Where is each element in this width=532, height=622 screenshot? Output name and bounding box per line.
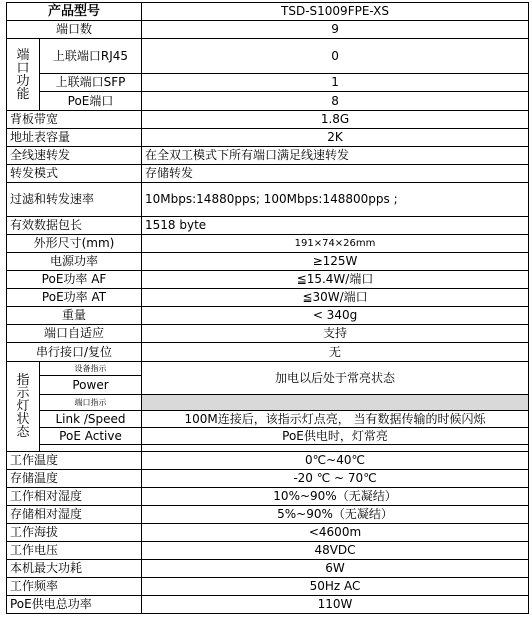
- poe-total-power-value: 110W: [142, 596, 529, 614]
- spec-row-uplink-rj45: [7, 39, 529, 74]
- spec-row-uplink-sfp: [7, 74, 529, 92]
- filter-rate-label: 过滤和转发速率: [7, 183, 142, 217]
- voltage-label: 工作电压: [7, 542, 142, 560]
- spec-row-poe-ports: [7, 92, 529, 111]
- spec-row-auto-negotiation: [7, 325, 529, 343]
- poe-at-label: PoE功率 AT: [7, 289, 142, 307]
- port-count-value: 9: [142, 21, 529, 39]
- spec-row-wire-speed: [7, 147, 529, 165]
- spec-row-filter-rate: [7, 183, 529, 217]
- frequency-label: 工作频率: [7, 578, 142, 596]
- weight-label: 重量: [7, 307, 142, 325]
- poe-at-value: ≦30W/端口: [142, 289, 529, 307]
- link-speed-indicator-label: Link /Speed: [40, 411, 142, 428]
- backplane-value: 1.8G: [142, 111, 529, 129]
- spec-row-poe-active-indicator: [7, 428, 529, 445]
- indicator-spacer-left: [40, 445, 142, 452]
- poe-af-value: ≦15.4W/端口: [142, 271, 529, 289]
- spec-row-frequency: [7, 578, 529, 596]
- device-indicator-section-label: 设备指示: [40, 362, 142, 376]
- spec-row-port-indicator-section: [7, 395, 529, 411]
- operating-humidity-label: 工作相对湿度: [7, 488, 142, 506]
- wire-speed-value: 在全双工模式下所有端口满足线速转发: [142, 147, 529, 165]
- spec-row-altitude: [7, 524, 529, 542]
- spec-row-operating-temp: [7, 452, 529, 470]
- spec-row-storage-humidity: [7, 506, 529, 524]
- storage-temp-label: 存储温度: [7, 470, 142, 488]
- wire-speed-label: 全线速转发: [7, 147, 142, 165]
- voltage-value: 48VDC: [142, 542, 529, 560]
- operating-temp-value: 0℃~40℃: [142, 452, 529, 470]
- poe-total-power-label: PoE供电总功率: [7, 596, 142, 614]
- serial-reset-label: 串行接口/复位: [7, 343, 142, 362]
- uplink-rj45-label: 上联端口RJ45: [40, 39, 142, 74]
- model-value: TSD-S1009FPE-XS: [142, 3, 529, 21]
- auto-negotiation-label: 端口自适应: [7, 325, 142, 343]
- frequency-value: 50Hz AC: [142, 578, 529, 596]
- serial-reset-value: 无: [142, 343, 529, 362]
- spec-row-voltage: [7, 542, 529, 560]
- poe-ports-label: PoE端口: [40, 92, 142, 111]
- auto-negotiation-value: 支持: [142, 325, 529, 343]
- forward-mode-label: 转发模式: [7, 165, 142, 183]
- uplink-sfp-label: 上联端口SFP: [40, 74, 142, 92]
- altitude-value: <4600m: [142, 524, 529, 542]
- packet-length-label: 有效数据包长: [7, 217, 142, 235]
- operating-humidity-value: 10%~90%（无凝结）: [142, 488, 529, 506]
- indicator-group-label: 指 示 灯 状 态: [7, 362, 40, 452]
- port-count-label: 端口数: [7, 21, 142, 39]
- spec-row-model: [7, 3, 529, 21]
- spec-row-poe-at: [7, 289, 529, 307]
- port-function-group-label: 端 口 功 能: [7, 39, 40, 111]
- weight-value: < 340g: [142, 307, 529, 325]
- spec-row-indicator-spacer: [7, 445, 529, 452]
- altitude-label: 工作海拔: [7, 524, 142, 542]
- poe-active-indicator-label: PoE Active: [40, 428, 142, 445]
- mac-table-value: 2K: [142, 129, 529, 147]
- max-power-value: 6W: [142, 560, 529, 578]
- model-label: 产品型号: [7, 3, 142, 21]
- dimensions-value: 191×74×26mm: [142, 235, 529, 253]
- spec-row-poe-af: [7, 271, 529, 289]
- spec-table: [6, 2, 529, 614]
- uplink-sfp-value: 1: [142, 74, 529, 92]
- spec-row-mac-table: [7, 129, 529, 147]
- spec-row-weight: [7, 307, 529, 325]
- spec-row-poe-total-power: [7, 596, 529, 614]
- max-power-label: 本机最大功耗: [7, 560, 142, 578]
- port-indicator-section-label: 端口指示: [40, 395, 142, 411]
- spec-row-power-supply: [7, 253, 529, 271]
- storage-humidity-value: 5%~90%（无凝结）: [142, 506, 529, 524]
- spec-row-operating-humidity: [7, 488, 529, 506]
- power-indicator-value: 加电以后处于常亮状态: [142, 362, 529, 395]
- forward-mode-value: 存储转发: [142, 165, 529, 183]
- indicator-spacer-right: [142, 445, 529, 452]
- storage-humidity-label: 存储相对湿度: [7, 506, 142, 524]
- spec-row-port-count: [7, 21, 529, 39]
- spec-row-forward-mode: [7, 165, 529, 183]
- link-speed-indicator-value: 100M连接后，该指示灯点亮， 当有数据传输的时候闪烁: [142, 411, 529, 428]
- spec-row-max-power: [7, 560, 529, 578]
- poe-active-indicator-value: PoE供电时，灯常亮: [142, 428, 529, 445]
- filter-rate-value: 10Mbps:14880pps; 100Mbps:148800pps ;: [142, 183, 529, 217]
- backplane-label: 背板带宽: [7, 111, 142, 129]
- storage-temp-value: -20 ℃ ~ 70℃: [142, 470, 529, 488]
- operating-temp-label: 工作温度: [7, 452, 142, 470]
- packet-length-value: 1518 byte: [142, 217, 529, 235]
- spec-row-packet-length: [7, 217, 529, 235]
- port-indicator-section-filler: [142, 395, 529, 411]
- spec-row-device-indicator-section: [7, 362, 529, 376]
- power-supply-value: ≥125W: [142, 253, 529, 271]
- spec-row-dimensions: [7, 235, 529, 253]
- spec-row-serial-reset: [7, 343, 529, 362]
- power-indicator-label: Power: [40, 376, 142, 395]
- power-supply-label: 电源功率: [7, 253, 142, 271]
- dimensions-label: 外形尺寸(mm): [7, 235, 142, 253]
- spec-row-link-speed-indicator: [7, 411, 529, 428]
- poe-af-label: PoE功率 AF: [7, 271, 142, 289]
- spec-row-storage-temp: [7, 470, 529, 488]
- spec-row-backplane: [7, 111, 529, 129]
- poe-ports-value: 8: [142, 92, 529, 111]
- mac-table-label: 地址表容量: [7, 129, 142, 147]
- uplink-rj45-value: 0: [142, 39, 529, 74]
